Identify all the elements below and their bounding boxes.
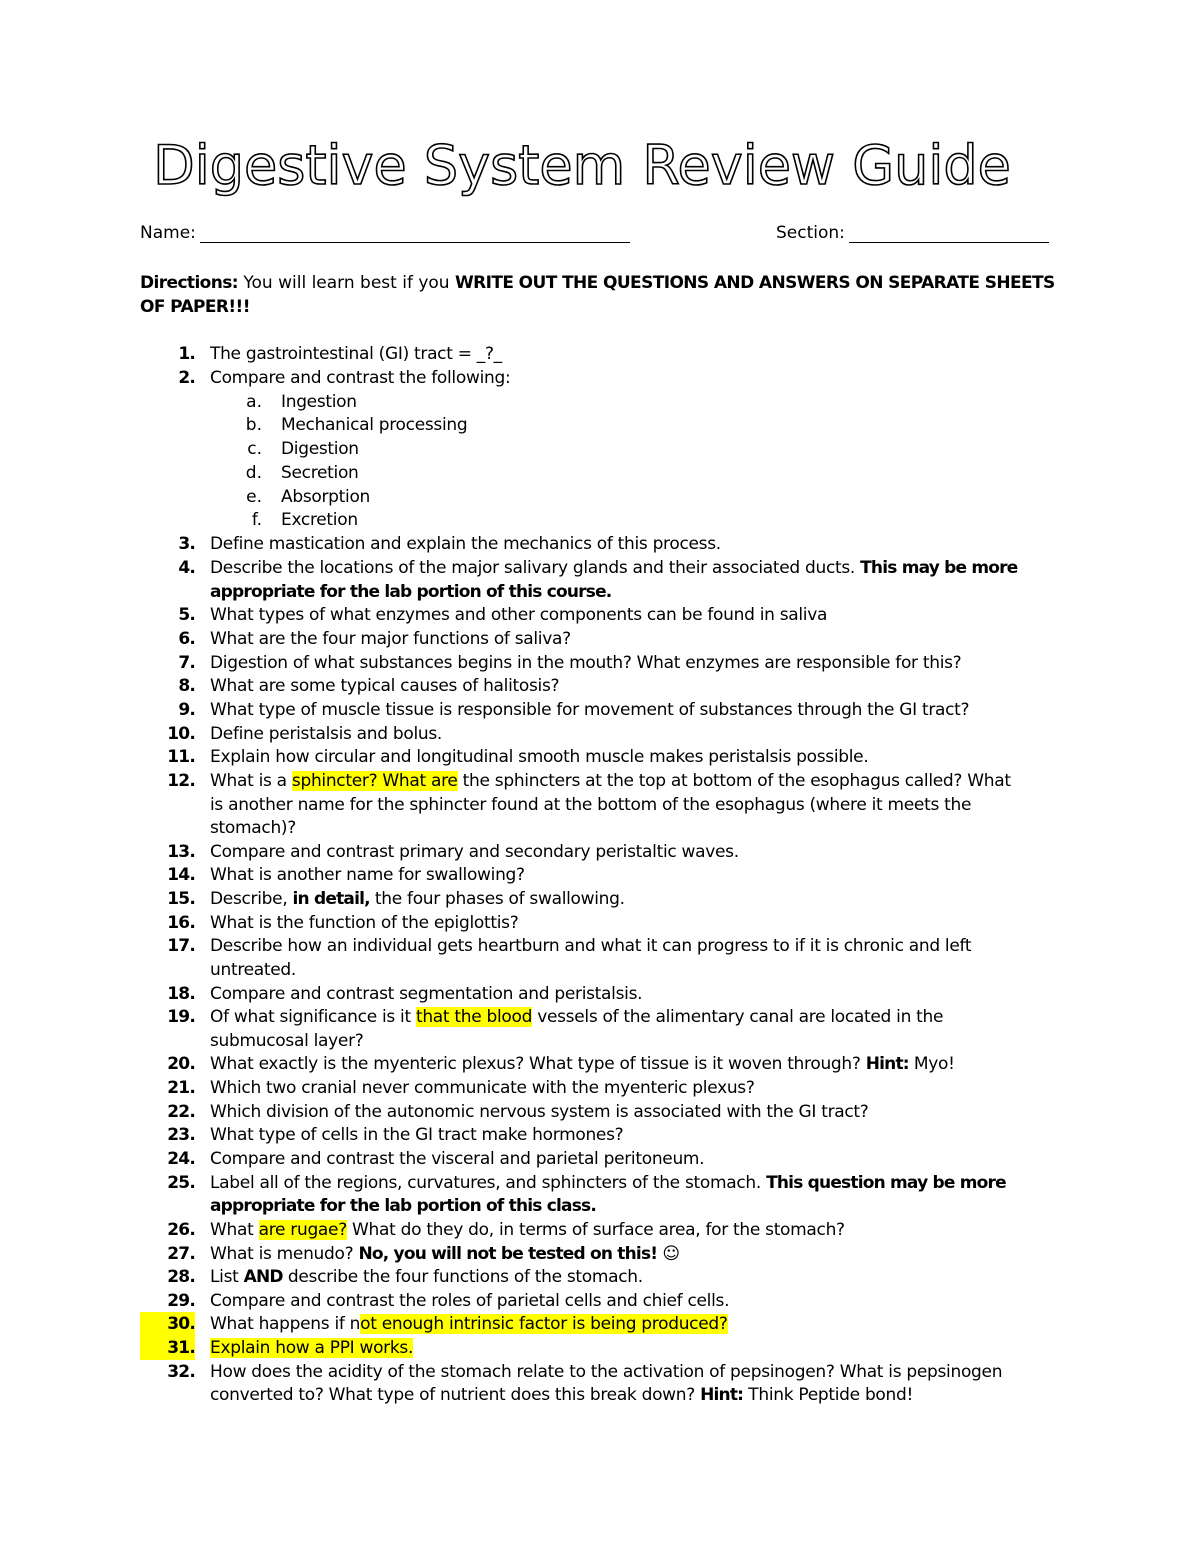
question-number: 24.	[167, 1149, 195, 1169]
question-text-part: What	[210, 1220, 254, 1240]
question-number: 27.	[167, 1244, 195, 1264]
question-bold-text: AND	[243, 1267, 283, 1287]
directions-text: You will learn best if you	[243, 273, 450, 293]
question-text-part: vessels of the alimentary canal are located in the	[537, 1007, 944, 1027]
question-text	[210, 1312, 728, 1336]
question-text: What is another name for swallowing?	[210, 865, 525, 885]
question-text: What type of cells in the GI tract make hormones?	[210, 1125, 624, 1145]
question-number: 20.	[167, 1054, 195, 1074]
hint-label: Hint:	[865, 1054, 909, 1074]
section-field[interactable]	[776, 222, 1049, 243]
question-number: 3.	[178, 534, 195, 554]
question-text: Explain how circular and longitudinal smooth muscle makes peristalsis possible.	[210, 747, 869, 767]
question-text-part: What happens if n	[210, 1314, 361, 1334]
question-number: 14.	[167, 865, 195, 885]
question-text: The gastrointestinal (GI) tract = _?_	[210, 344, 502, 364]
question-note-bold: This may be more	[860, 558, 1018, 578]
highlighted-text: are rugae?	[258, 1220, 347, 1240]
section-label: Section:	[776, 223, 845, 243]
question-number: 16.	[167, 913, 195, 933]
sub-item-letter: e.	[246, 487, 262, 507]
sub-item-letter: c.	[247, 439, 262, 459]
question-number: 8.	[178, 676, 195, 696]
question-text-part: Of what significance is it	[210, 1007, 411, 1027]
directions-label: Directions:	[140, 273, 238, 293]
question-text: stomach)?	[210, 818, 296, 838]
question-text-part: the four phases of swallowing.	[374, 889, 625, 909]
highlighted-text: Explain how a PPI works.	[210, 1338, 414, 1358]
question-number: 7.	[178, 653, 195, 673]
question-text: Digestion of what substances begins in the mouth? What enzymes are responsible for this?	[210, 653, 962, 673]
question-text: Compare and contrast the visceral and parietal peritoneum.	[210, 1149, 705, 1169]
question-bold-text: No, you will not be tested on this! ☺	[358, 1244, 680, 1264]
question-text-part: What is menudo?	[210, 1244, 354, 1264]
question-number: 9.	[178, 700, 195, 720]
question-text: Compare and contrast the following:	[210, 368, 511, 388]
question-text	[210, 887, 625, 911]
question-text: What are some typical causes of halitosis?	[210, 676, 560, 696]
question-text	[210, 1218, 845, 1242]
question-text: submucosal layer?	[210, 1031, 364, 1051]
question-number: 15.	[167, 889, 195, 909]
question-number: 10.	[167, 724, 195, 744]
question-text: Compare and contrast the roles of parietal cells and chief cells.	[210, 1291, 730, 1311]
question-text	[210, 1194, 596, 1218]
sub-item-letter: b.	[245, 415, 262, 435]
hint-label: Hint:	[700, 1385, 744, 1405]
section-blank-line[interactable]	[849, 222, 1049, 243]
question-note-bold: appropriate for the lab portion of this class.	[210, 1196, 596, 1216]
question-text: Describe how an individual gets heartburn and what it can progress to if it is chronic and left	[210, 936, 972, 956]
question-note-bold: appropriate for the lab portion of this course.	[210, 582, 612, 602]
question-text	[210, 1005, 943, 1029]
question-text: untreated.	[210, 960, 297, 980]
highlighted-text: ot enough intrinsic factor is being produced?	[360, 1314, 728, 1334]
question-text	[210, 580, 611, 604]
question-text-part: converted to? What type of nutrient does this break down?	[210, 1385, 695, 1405]
question-text-part: List	[210, 1267, 239, 1287]
question-number: 23.	[167, 1125, 195, 1145]
sub-item-text: Excretion	[281, 510, 358, 530]
question-text	[210, 556, 1017, 580]
sub-item-text: Mechanical processing	[281, 415, 468, 435]
question-text-part: Think Peptide bond!	[748, 1385, 914, 1405]
name-blank-line[interactable]	[200, 222, 630, 243]
question-text-part: the sphincters at the top at bottom of the esophagus called? What	[462, 771, 1011, 791]
question-text	[210, 1336, 413, 1360]
question-number: 21.	[167, 1078, 195, 1098]
question-number: 17.	[167, 936, 195, 956]
sub-item-text: Digestion	[281, 439, 359, 459]
sub-item-text: Ingestion	[281, 392, 357, 412]
question-number: 6.	[178, 629, 195, 649]
question-number: 30.	[140, 1312, 195, 1336]
question-text: What are the four major functions of saliva?	[210, 629, 571, 649]
question-number: 11.	[167, 747, 195, 767]
question-text-part: Myo!	[913, 1054, 955, 1074]
question-text: Define peristalsis and bolus.	[210, 724, 442, 744]
name-field[interactable]	[140, 222, 630, 243]
question-text	[210, 1052, 955, 1076]
question-number: 19.	[167, 1007, 195, 1027]
question-text	[210, 1171, 1006, 1195]
question-text: Which two cranial never communicate with the myenteric plexus?	[210, 1078, 755, 1098]
question-number: 1.	[178, 344, 195, 364]
sub-item-letter: d.	[245, 463, 262, 483]
question-number: 5.	[178, 605, 195, 625]
question-number: 13.	[167, 842, 195, 862]
question-text: How does the acidity of the stomach relate to the activation of pepsinogen? What is pepsinogen	[210, 1362, 1003, 1382]
question-note-bold: This question may be more	[766, 1173, 1006, 1193]
question-text: What type of muscle tissue is responsible for movement of substances through the GI tract?	[210, 700, 970, 720]
question-text-part: What is a	[210, 771, 287, 791]
question-text-part: describe the four functions of the stomach.	[287, 1267, 643, 1287]
header-fields	[140, 222, 1060, 250]
question-bold-text: in detail,	[292, 889, 370, 909]
question-number: 32.	[167, 1362, 195, 1382]
question-text	[210, 1265, 643, 1289]
question-text-part: Describe,	[210, 889, 288, 909]
question-text: is another name for the sphincter found at the bottom of the esophagus (where it meets the	[210, 795, 972, 815]
directions-emphasis-1: WRITE OUT THE QUESTIONS AND ANSWERS ON SEPARATE SHEETS	[454, 273, 1055, 293]
question-number: 29.	[167, 1291, 195, 1311]
question-text	[210, 1242, 679, 1266]
question-number: 22.	[167, 1102, 195, 1122]
page-title: Digestive System Review Guide	[153, 134, 1011, 197]
name-label: Name:	[140, 223, 196, 243]
sub-item-text: Absorption	[281, 487, 371, 507]
sub-item-text: Secretion	[281, 463, 359, 483]
question-number: 18.	[167, 984, 195, 1004]
sub-item-letter: a.	[246, 392, 262, 412]
question-text-part: Describe the locations of the major salivary glands and their associated ducts.	[210, 558, 856, 578]
question-number: 2.	[178, 368, 195, 388]
question-number: 28.	[167, 1267, 195, 1287]
question-text-part: Label all of the regions, curvatures, and sphincters of the stomach.	[210, 1173, 761, 1193]
question-text	[210, 769, 1011, 793]
question-number: 31.	[140, 1336, 195, 1360]
question-text: Compare and contrast primary and secondary peristaltic waves.	[210, 842, 739, 862]
directions	[140, 271, 1070, 319]
question-text	[210, 1383, 913, 1407]
sub-item-letter: f.	[251, 510, 262, 530]
question-text-part: What do they do, in terms of surface area, for the stomach?	[352, 1220, 845, 1240]
question-text: What is the function of the epiglottis?	[210, 913, 519, 933]
question-text-part: What exactly is the myenteric plexus? What type of tissue is it woven through?	[210, 1054, 861, 1074]
question-number: 26.	[167, 1220, 195, 1240]
question-text: Which division of the autonomic nervous system is associated with the GI tract?	[210, 1102, 869, 1122]
highlighted-text: sphincter? What are	[291, 771, 458, 791]
directions-emphasis-2: OF PAPER!!!	[140, 297, 250, 317]
question-text: Define mastication and explain the mechanics of this process.	[210, 534, 721, 554]
question-number: 25.	[167, 1173, 195, 1193]
question-text: Compare and contrast segmentation and peristalsis.	[210, 984, 643, 1004]
question-number: 12.	[167, 771, 195, 791]
question-number: 4.	[178, 558, 195, 578]
highlighted-text: that the blood	[415, 1007, 533, 1027]
question-text: What types of what enzymes and other components can be found in saliva	[210, 605, 828, 625]
